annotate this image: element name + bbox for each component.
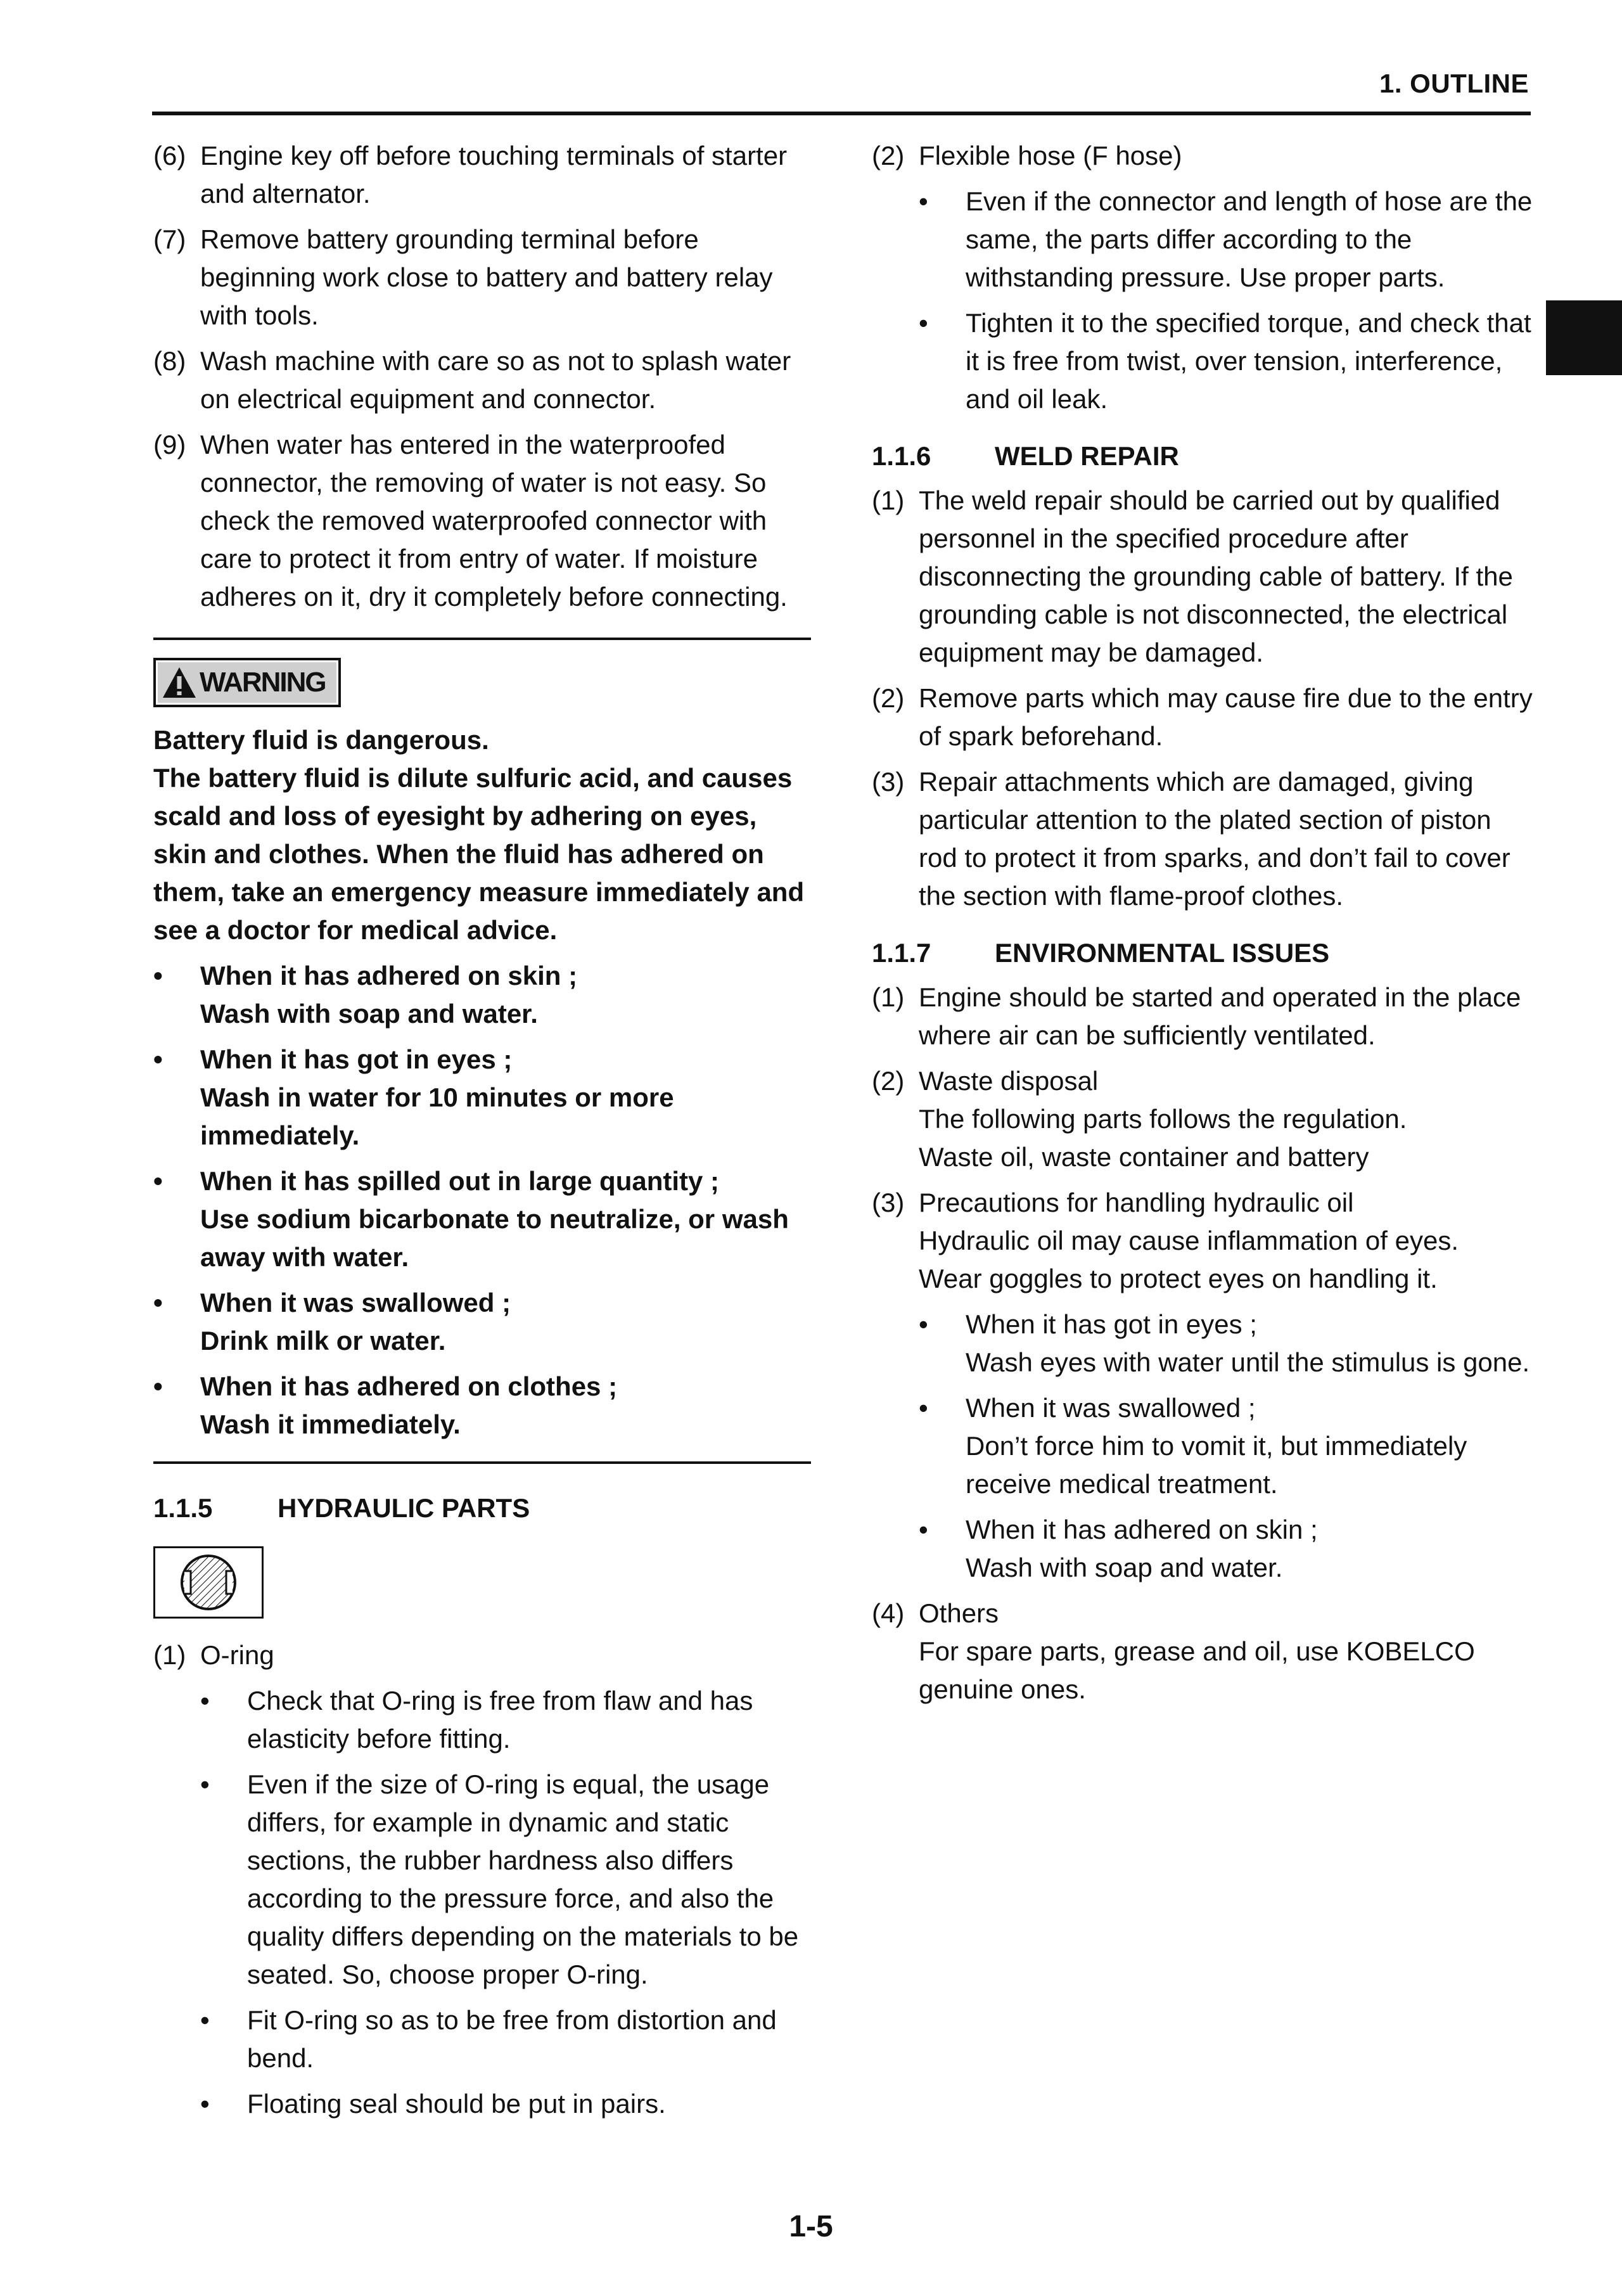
item-text: Engine should be started and operated in the place where air can be sufficiently ventilated. [919, 982, 1521, 1050]
item-number: (2) [872, 141, 905, 170]
warning-bullet [153, 1041, 812, 1155]
bullet-condition: When it was swallowed ; [966, 1393, 1256, 1423]
item-text: Remove battery grounding terminal before beginning work close to battery and battery relay with tools. [200, 224, 773, 330]
list-item [153, 1636, 812, 1674]
bullet-mark: • [153, 1371, 163, 1401]
bullet-text: Even if the size of O-ring is equal, the usage differs, for example in dynamic and static sections, the rubber hardness also differs according to the pressure force, and also the quality differs depending on the materials to be seated. So, choose proper O-ring. [247, 1769, 799, 1989]
item-text: For spare parts, grease and oil, use KOBELCO genuine ones. [919, 1636, 1475, 1704]
list-item [872, 978, 1534, 1055]
bullet-item [200, 1766, 812, 1994]
warning-bullet [153, 1284, 812, 1360]
o-ring-icon [177, 1552, 240, 1613]
item-number: (6) [153, 141, 186, 170]
bullet-action: Don’t force him to vomit it, but immediately receive medical treatment. [966, 1431, 1467, 1499]
bullet-text: Even if the connector and length of hose are the same, the parts differ according to the withstanding pressure. Use proper parts. [966, 186, 1533, 292]
bullet-mark: • [200, 2089, 210, 2119]
item-title: Others [919, 1598, 999, 1628]
bullet-action: Wash it immediately. [200, 1409, 461, 1439]
bullet-condition: When it has spilled out in large quantity ; [200, 1166, 720, 1196]
item-number: (1) [153, 1640, 186, 1670]
list-item [153, 137, 812, 213]
section-number: 1.1.7 [872, 938, 931, 968]
left-column [153, 137, 812, 2131]
bullet-mark: • [919, 1393, 928, 1423]
warning-bullet [153, 1368, 812, 1444]
warning-triangle-icon [162, 666, 197, 699]
page-number: 1-5 [789, 2210, 833, 2243]
bullet-condition: When it has got in eyes ; [200, 1044, 513, 1074]
item-number: (3) [872, 1188, 905, 1217]
bullet-condition: When it was swallowed ; [200, 1288, 511, 1318]
bullet-mark: • [200, 1686, 210, 1716]
bullet-item [200, 1682, 812, 1758]
item-number: (1) [872, 485, 905, 515]
section-title: ENVIRONMENTAL ISSUES [995, 938, 1330, 968]
bullet-item [200, 2001, 812, 2077]
chapter-tab-marker [1546, 300, 1622, 375]
header-rule [152, 112, 1531, 115]
bullet-text: Floating seal should be put in pairs. [247, 2089, 666, 2119]
section-number: 1.1.5 [153, 1493, 213, 1523]
o-ring-symbol-box [153, 1546, 264, 1619]
item-number: (1) [872, 982, 905, 1012]
bullet-item [919, 1511, 1534, 1587]
warning-bullet [153, 1162, 812, 1276]
bullet-item [919, 1389, 1534, 1503]
item-title: Flexible hose (F hose) [919, 141, 1182, 170]
bullet-action: Wash eyes with water until the stimulus is gone. [966, 1347, 1530, 1377]
warning-top-rule [153, 638, 811, 640]
bullet-text: Check that O-ring is free from flaw and has elasticity before fitting. [247, 1686, 753, 1754]
bullet-condition: When it has adhered on skin ; [966, 1515, 1318, 1544]
bullet-item [919, 1305, 1534, 1382]
right-column [872, 137, 1534, 1716]
bullet-mark: • [153, 1166, 163, 1196]
item-number: (2) [872, 1066, 905, 1096]
hydraulic-oil-bullets [919, 1305, 1534, 1587]
bullet-text: Tighten it to the specified torque, and check that it is free from twist, over tension, interference, and oil leak. [966, 308, 1531, 414]
item-title: O-ring [200, 1640, 274, 1670]
bullet-item [200, 2085, 812, 2123]
item-text: Waste oil, waste container and battery [919, 1142, 1369, 1172]
list-item [153, 426, 812, 616]
bullet-mark: • [153, 1044, 163, 1074]
item-text: Hydraulic oil may cause inflammation of eyes. [919, 1226, 1459, 1255]
bullet-action: Wash with soap and water. [966, 1553, 1283, 1582]
bullet-action: Drink milk or water. [200, 1326, 446, 1356]
bullet-mark: • [153, 961, 163, 991]
header-title: 1. OUTLINE [1379, 68, 1529, 98]
item-title: Precautions for handling hydraulic oil [919, 1188, 1354, 1217]
item-number: (7) [153, 224, 186, 254]
list-item [872, 763, 1534, 915]
list-item [872, 1184, 1534, 1298]
list-item [153, 342, 812, 418]
bullet-mark: • [919, 1309, 928, 1339]
section-title: HYDRAULIC PARTS [278, 1493, 530, 1523]
warning-badge-inner [158, 662, 336, 703]
item-text: Remove parts which may cause fire due to the entry of spark beforehand. [919, 683, 1533, 751]
item-text: Repair attachments which are damaged, giving particular attention to the plated section of piston rod to protect it from sparks, and don’t fail to cover the section with flame-proof clothes. [919, 767, 1510, 911]
item-text: Engine key off before touching terminals of starter and alternator. [200, 141, 788, 208]
item-number: (2) [872, 683, 905, 713]
warning-heading: Battery fluid is dangerous. [153, 725, 489, 755]
item-number: (3) [872, 767, 905, 797]
warning-badge [153, 658, 341, 707]
item-number: (8) [153, 346, 186, 376]
section-number: 1.1.6 [872, 441, 931, 471]
list-item [872, 1062, 1534, 1176]
bullet-mark: • [200, 2005, 210, 2035]
list-item [872, 482, 1534, 672]
warning-bullet [153, 957, 812, 1033]
item-text: The following parts follows the regulation. [919, 1104, 1407, 1134]
bullet-mark: • [200, 1769, 210, 1799]
bullet-action: Wash in water for 10 minutes or more immediately. [200, 1082, 674, 1150]
bullet-text: Fit O-ring so as to be free from distortion and bend. [247, 2005, 777, 2073]
bullet-item [919, 304, 1534, 418]
item-title: Waste disposal [919, 1066, 1099, 1096]
item-text: When water has entered in the waterproofed connector, the removing of water is not easy. So check the removed waterproofed connector with care to protect it from entry of water. If moisture adheres on it, dry it completely before connecting. [200, 430, 788, 612]
item-number: (9) [153, 430, 186, 459]
section-title: WELD REPAIR [995, 441, 1179, 471]
warning-label: WARNING [200, 667, 326, 698]
warning-body: The battery fluid is dilute sulfuric acid, and causes scald and loss of eyesight by adhering on eyes, skin and clothes. When the fluid has adhered on them, take an emergency measure immediately and see a doctor for medical advice. [153, 763, 805, 945]
bullet-mark: • [153, 1288, 163, 1318]
bullet-condition: When it has adhered on clothes ; [200, 1371, 618, 1401]
bullet-condition: When it has adhered on skin ; [200, 961, 578, 991]
bullet-mark: • [919, 308, 928, 338]
bullet-item [919, 183, 1534, 297]
section-heading [872, 934, 1534, 972]
list-item [153, 221, 812, 335]
list-item [872, 137, 1534, 175]
item-text: Wear goggles to protect eyes on handling it. [919, 1264, 1438, 1293]
section-heading [153, 1489, 812, 1527]
item-text: The weld repair should be carried out by qualified personnel in the specified procedure after disconnecting the grounding cable of battery. If the grounding cable is not disconnected, the electrical equipment may be damaged. [919, 485, 1513, 667]
warning-bottom-rule [153, 1461, 811, 1464]
bullet-action: Use sodium bicarbonate to neutralize, or wash away with water. [200, 1204, 789, 1272]
item-text: Wash machine with care so as not to splash water on electrical equipment and connector. [200, 346, 791, 414]
section-heading [872, 437, 1534, 475]
bullet-mark: • [919, 186, 928, 216]
bullet-action: Wash with soap and water. [200, 999, 538, 1029]
list-item [872, 1594, 1534, 1709]
o-ring-bullets [200, 1682, 812, 2123]
list-item [872, 679, 1534, 755]
bullet-mark: • [919, 1515, 928, 1544]
f-hose-bullets [919, 183, 1534, 418]
item-number: (4) [872, 1598, 905, 1628]
bullet-condition: When it has got in eyes ; [966, 1309, 1257, 1339]
